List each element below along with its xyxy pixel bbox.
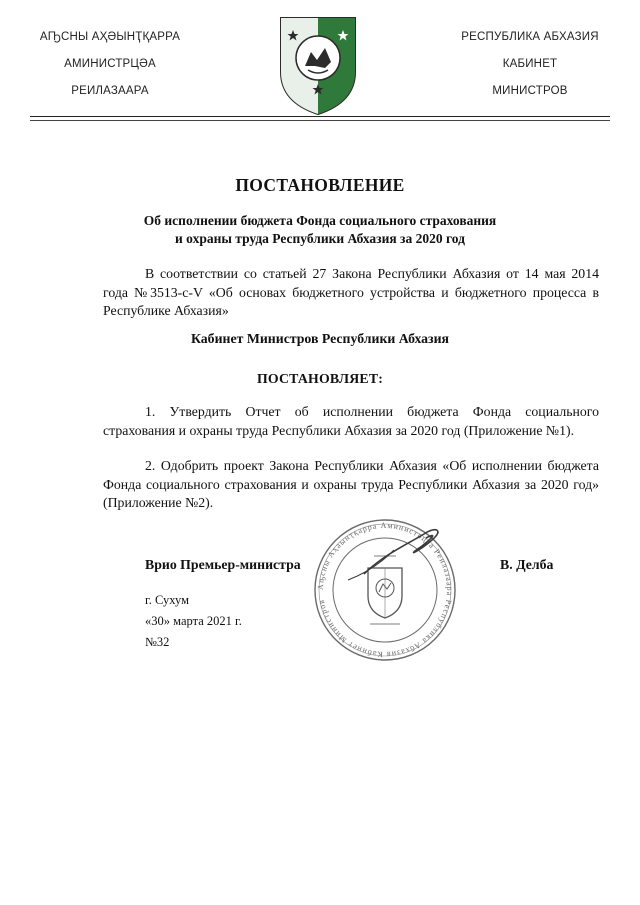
header-left-line-1: АҦСНЫ АҲӘЫНҬҚАРРА	[39, 31, 181, 43]
place-of-issue: г. Сухум	[145, 593, 190, 607]
header-divider-thin	[30, 120, 610, 121]
preamble-paragraph: В соответствии со статьей 27 Закона Республики Абхазия от 14 мая 2014 года №3513-с-V «Об основах бюджетного устройства и бюджетного процесса в Республике Абхазия»	[103, 266, 599, 318]
signatory-role: Врио Премьер-министра	[145, 557, 301, 572]
document-title: ПОСТАНОВЛЕНИЕ	[235, 175, 405, 195]
header-right-line-3: МИНИСТРОВ	[492, 85, 568, 97]
header-right-line-2: КАБИНЕТ	[502, 58, 558, 70]
header-left-line-2: АМИНИСТРЦӘА	[64, 58, 156, 70]
document-number: №32	[145, 635, 170, 649]
header-left	[20, 30, 200, 111]
subtitle-line-1: Об исполнении бюджета Фонда социального страхования	[143, 213, 497, 228]
resolution-item-1: 1. Утвердить Отчет об исполнении бюджета Фонда социального страхования и охраны труда Республики Абхазия за 2020 год (Приложение №1).	[103, 404, 599, 438]
header-right	[440, 30, 620, 111]
issuing-body: Кабинет Министров Республики Абхазия	[190, 331, 450, 346]
header-left-line-3: РЕИЛАЗААРА	[71, 85, 149, 97]
state-emblem-icon	[275, 14, 361, 116]
header-divider-thick	[30, 116, 610, 117]
subtitle-line-2: и охраны труда Республики Абхазия за 2020 год	[175, 231, 465, 246]
issue-date: «30» марта 2021 г.	[145, 614, 242, 628]
signatory-name: В. Делба	[500, 557, 554, 572]
official-seal-with-signature	[304, 516, 466, 664]
resolution-item-2: 2. Одобрить проект Закона Республики Абхазия «Об исполнении бюджета Фонда социального страхования и охраны труда Республики Абхазия за 2020 год» (Приложение №2).	[103, 458, 599, 510]
header-right-line-1: РЕСПУБЛИКА АБХАЗИЯ	[461, 31, 599, 43]
document-subtitle	[80, 212, 560, 248]
resolves-heading: ПОСТАНОВЛЯЕТ:	[256, 371, 384, 386]
seal-outer-text: Аҧсны Аҳәынҭқарра Аминистрцәа Реилазаара Республика Абхазия Кабинет Министров	[315, 520, 455, 660]
